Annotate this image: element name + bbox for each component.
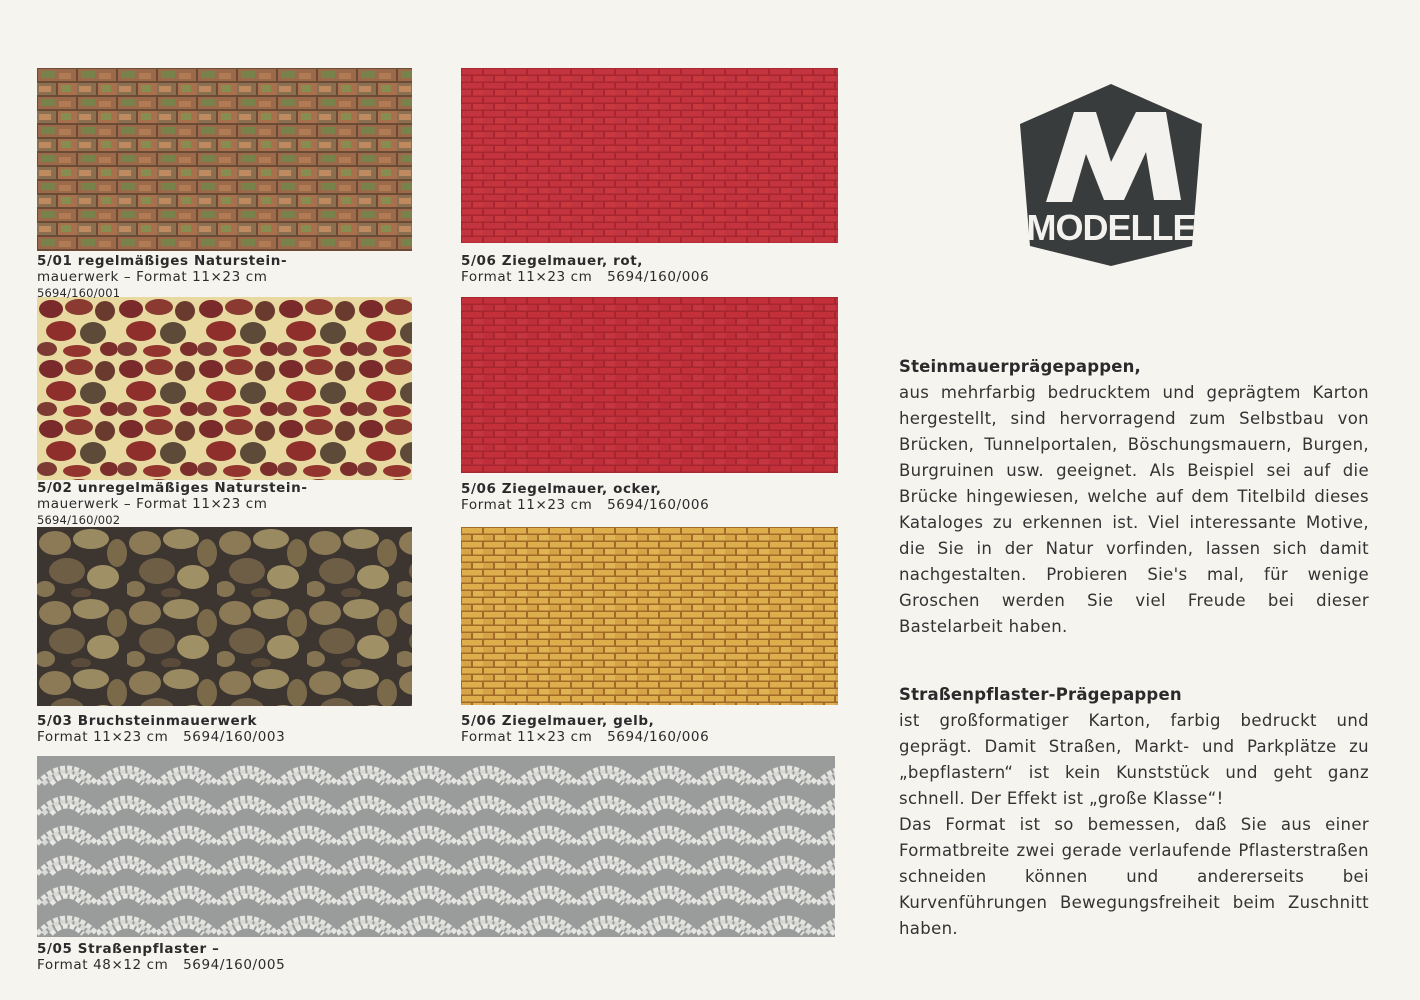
- brick-red-texture: [461, 68, 838, 243]
- caption-format: mauerwerk – Format 11×23 cm: [37, 496, 268, 512]
- caption-format: Format 48×12 cm 5694/160/005: [37, 957, 286, 973]
- swatch-brick-yellow: [461, 527, 838, 705]
- caption-brick-ochre: [461, 481, 709, 513]
- section-body: ist großformatiger Karton, farbig bedruckt und geprägt. Damit Straßen, Markt- und Parkplätze zu „bepflastern“ ist kein Kunststück und geht ganz schnell. Der Effekt ist „große Klasse“!: [899, 711, 1369, 808]
- section-body-2: Das Format ist so bemessen, daß Sie aus einer Formatbreite zwei gerade verlaufende Pflasterstraßen schneiden können und andererseits bei Kurvenführungen Bewegungsfreiheit beim Zuschnitt haben.: [899, 815, 1369, 938]
- section-cobblestone: [899, 682, 1369, 942]
- caption-format: Format 11×23 cm 5694/160/003: [37, 729, 286, 745]
- regular-natural-stone-texture: [37, 68, 412, 251]
- caption-rubble-stone: [37, 713, 285, 745]
- logo-text: MODELLE: [1026, 207, 1196, 248]
- caption-regular-natural-stone: [37, 253, 287, 301]
- caption-brick-yellow: [461, 713, 709, 745]
- caption-title: 5/03 Bruchsteinmauerwerk: [37, 713, 258, 729]
- caption-format: mauerwerk – Format 11×23 cm: [37, 269, 268, 285]
- section-heading: Steinmauerprägepappen,: [899, 357, 1142, 376]
- section-stone-wall: [899, 354, 1369, 640]
- caption-brick-red: [461, 253, 709, 285]
- brick-yellow-texture: [461, 527, 838, 705]
- caption-title: 5/01 regelmäßiges Naturstein-: [37, 253, 288, 269]
- brick-ochre-texture: [461, 297, 838, 473]
- caption-title: 5/06 Ziegelmauer, ocker,: [461, 481, 662, 497]
- swatch-irregular-natural-stone: [37, 297, 412, 480]
- caption-title: 5/06 Ziegelmauer, rot,: [461, 253, 643, 269]
- caption-format: Format 11×23 cm 5694/160/006: [461, 729, 710, 745]
- caption-format: Format 11×23 cm 5694/160/006: [461, 497, 710, 513]
- swatch-brick-ochre: [461, 297, 838, 473]
- section-heading: Straßenpflaster-Prägepappen: [899, 685, 1182, 704]
- caption-title: 5/02 unregelmäßiges Naturstein-: [37, 480, 308, 496]
- caption-irregular-natural-stone: [37, 480, 308, 528]
- swatch-rubble-stone: [37, 527, 412, 706]
- caption-format: Format 11×23 cm 5694/160/006: [461, 269, 710, 285]
- caption-title: 5/06 Ziegelmauer, gelb,: [461, 713, 655, 729]
- caption-article: 5694/160/001: [37, 286, 121, 300]
- irregular-natural-stone-texture: [37, 297, 412, 480]
- swatch-regular-natural-stone: [37, 68, 412, 251]
- caption-title: 5/05 Straßenpflaster –: [37, 941, 220, 957]
- caption-cobblestone: [37, 941, 285, 973]
- swatch-brick-red: [461, 68, 838, 243]
- caption-article: 5694/160/002: [37, 513, 121, 527]
- cobblestone-texture: [37, 756, 835, 937]
- section-body: aus mehrfarbig bedrucktem und geprägtem Karton hergestellt, sind hervorragend zum Selbstbau von Brücken, Tunnelportalen, Böschungsmauern, Burgen, Burgruinen usw. geeignet. Als Beispiel sei auf die Brücke hingewiesen, welche auf dem Titelbild dieses Kataloges zu erkennen ist. Viel interessante Motive, die Sie in der Natur vorfinden, lassen sich damit nachgestalten. Probieren Sie's mal, für wenige Groschen werden Sie viel Freude bei dieser Bastelarbeit haben.: [899, 383, 1369, 636]
- m-modelle-logo-icon: [1016, 82, 1206, 268]
- rubble-stone-texture: [37, 527, 412, 706]
- swatch-cobblestone: [37, 756, 835, 937]
